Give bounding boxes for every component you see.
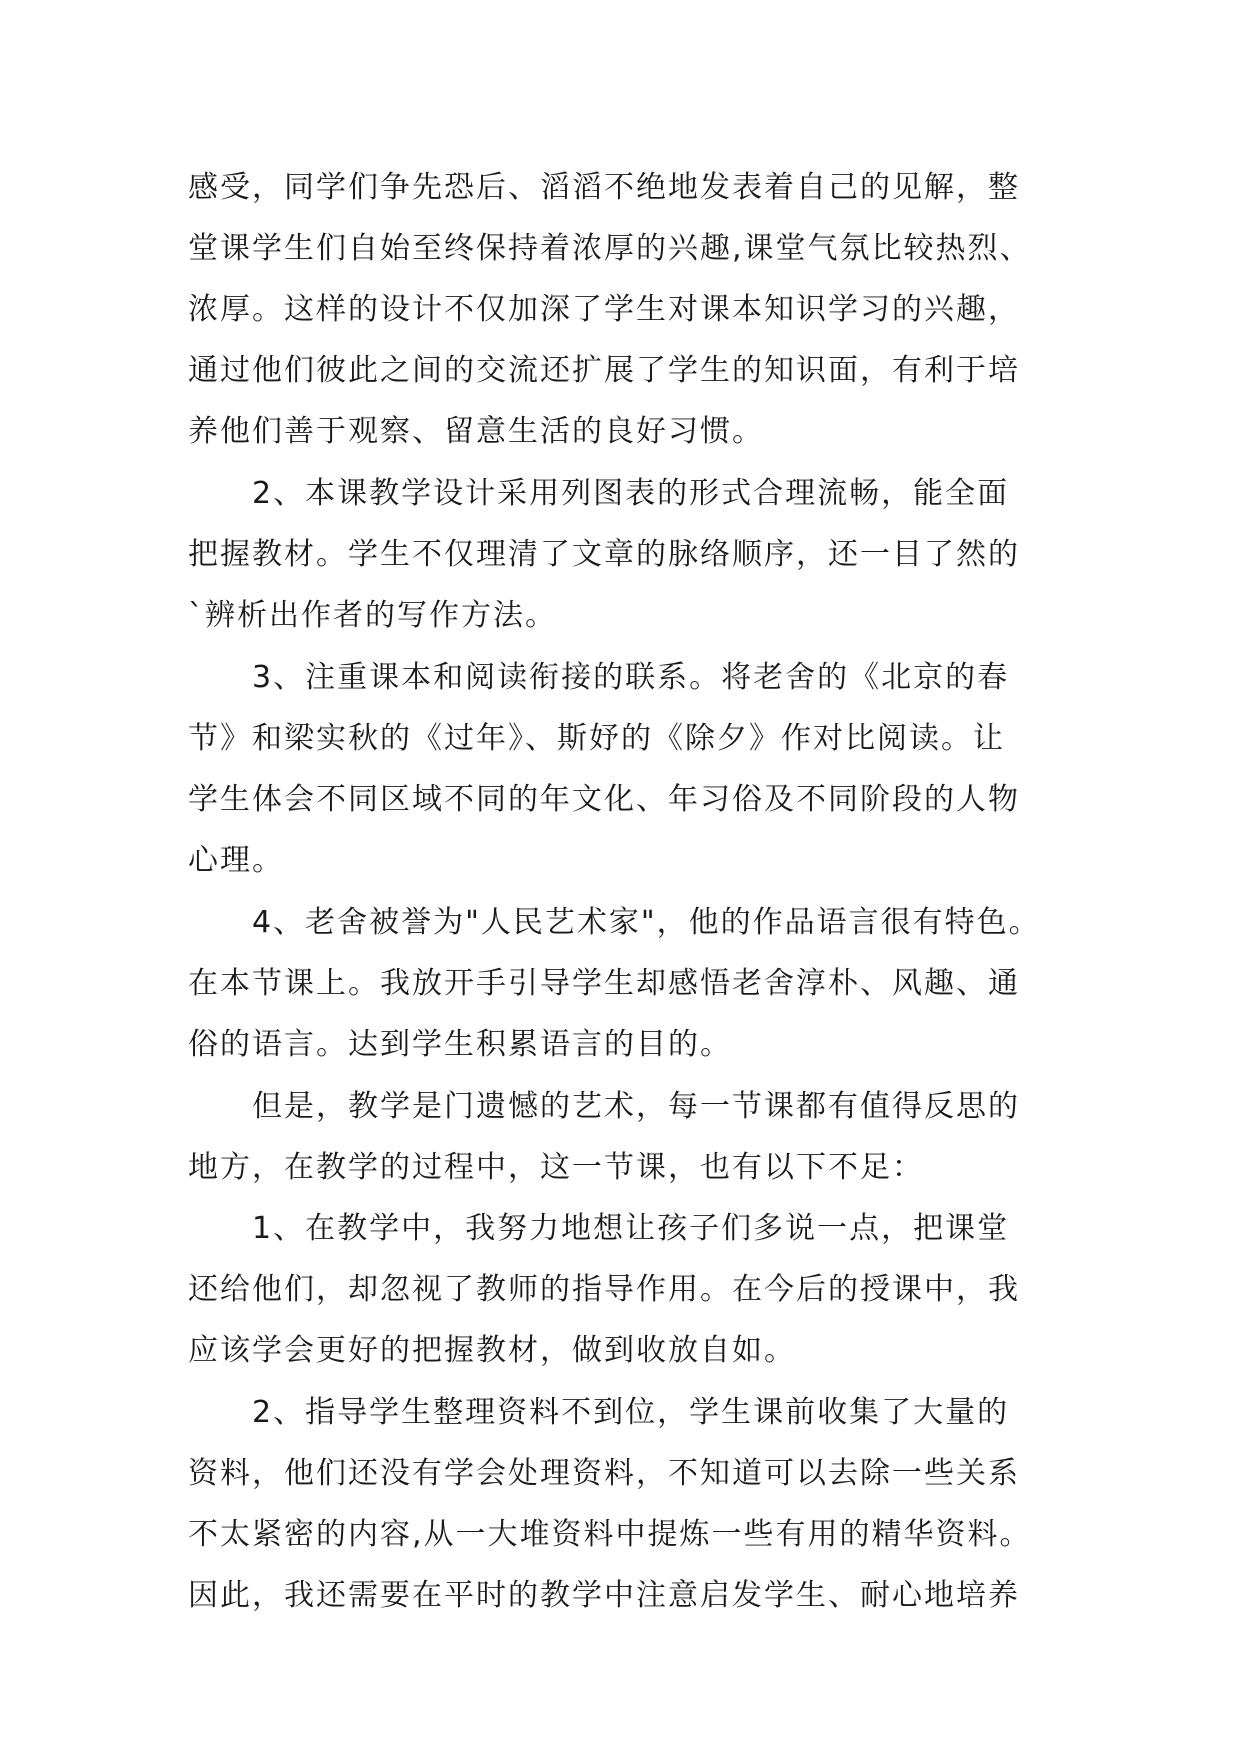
paragraph-start-line: 但是，教学是门遗憾的艺术，每一节课都有值得反思的 [252, 1089, 1020, 1124]
text-line: 感受，同学们争先恐后、滔滔不绝地发表着自己的见解，整 [188, 170, 1020, 205]
text-line: 因此，我还需要在平时的教学中注意启发学生、耐心地培养 [188, 1578, 1020, 1613]
text-line: 俗的语言。达到学生积累语言的目的。 [188, 1027, 732, 1062]
text-line: `辨析出作者的写作方法。 [188, 598, 557, 633]
text-line: 节》和梁实秋的《过年》、斯妤的《除夕》作对比阅读。让 [188, 721, 1005, 756]
paragraph-start-line: 4、老舍被誉为"人民艺术家"，他的作品语言很有特色。 [252, 905, 1041, 940]
text-line: 不太紧密的内容,从一大堆资料中提炼一些有用的精华资料。 [188, 1517, 1032, 1552]
text-line: 应该学会更好的把握教材，做到收放自如。 [188, 1333, 796, 1368]
text-line: 堂课学生们自始至终保持着浓厚的兴趣,课堂气氛比较热烈、 [188, 231, 1032, 266]
paragraph-start-line: 1、在教学中，我努力地想让孩子们多说一点，把课堂 [252, 1211, 1010, 1246]
text-line: 还给他们，却忽视了教师的指导作用。在今后的授课中，我 [188, 1272, 1020, 1307]
text-line: 养他们善于观察、留意生活的良好习惯。 [188, 414, 764, 449]
text-line: 资料，他们还没有学会处理资料，不知道可以去除一些关系 [188, 1456, 1020, 1491]
paragraph-start-line: 2、本课教学设计采用列图表的形式合理流畅，能全面 [252, 476, 1010, 511]
paragraph-start-line: 2、指导学生整理资料不到位，学生课前收集了大量的 [252, 1395, 1010, 1430]
text-line: 学生体会不同区域不同的年文化、年习俗及不同阶段的人物 [188, 782, 1020, 817]
text-line: 心理。 [188, 843, 284, 878]
text-line: 地方，在教学的过程中，这一节课，也有以下不足： [188, 1150, 924, 1185]
text-line: 浓厚。这样的设计不仅加深了学生对课本知识学习的兴趣， [188, 292, 1020, 327]
text-line: 在本节课上。我放开手引导学生却感悟老舍淳朴、风趣、通 [188, 966, 1020, 1001]
paragraph-start-line: 3、注重课本和阅读衔接的联系。将老舍的《北京的春 [252, 660, 1010, 695]
text-line: 把握教材。学生不仅理清了文章的脉络顺序，还一目了然的 [188, 537, 1020, 572]
text-line: 通过他们彼此之间的交流还扩展了学生的知识面，有利于培 [188, 353, 1020, 388]
